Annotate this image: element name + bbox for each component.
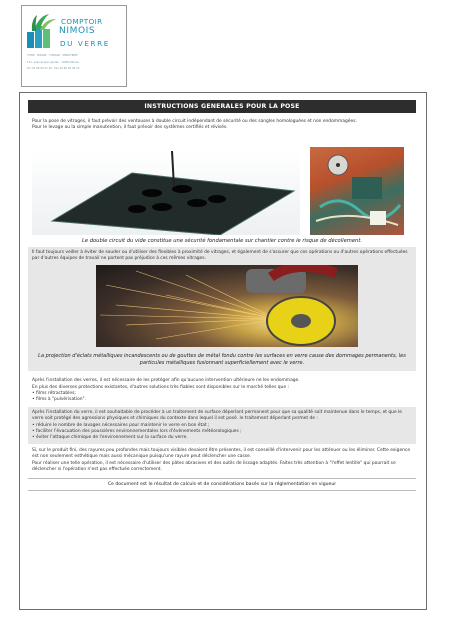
document-frame [19, 92, 427, 610]
angle-grinder-sparks-photo [96, 265, 358, 347]
treatment-bullet-1: • réduire le nombre de lavages nécessaires pour maintenir le verre en bon état ; [32, 422, 210, 428]
logo-contact-phone: Tél. 04 66 84 21 20 · Fax 04 66 84 09 70 [27, 67, 80, 70]
protection-line-1: Après l'installation des verres, il est nécessaire de les protéger afin qu'aucune intervention ultérieure ne les endommage. [32, 378, 300, 384]
protection-section [28, 371, 416, 407]
company-logo [21, 5, 127, 87]
logo-tagline: VITRE · MIROIR · VITRAGE · MIROITERIE [27, 54, 78, 57]
caption-sparks: La projection d'éclats métalliques incandescents ou de gouttes de métal fondu contre les surfaces en verre cause des dommages permanents, les particules métalliques fusionnant superficiellement avec le verre. [28, 349, 416, 371]
intro-paragraph-1: Pour la pose de vitrages, il faut prévoir des ventouses à double circuit indépendant de sécurité ou des sangles homologuées et non endommagées. [32, 119, 357, 124]
logo-text-nimois: NIMOIS [59, 26, 96, 36]
document-body [28, 100, 416, 491]
protection-bullet-2: • films à "pulvérisation". [32, 397, 86, 403]
logo-text-comptoir: COMPTOIR [61, 17, 103, 26]
scratches-paragraph-1: Si, sur le produit fini, des rayures peu profondes mais toujours visibles devaient être présentes, il est conseillé d'intervenir pour les atténuer ou les éliminer. Cette exigence est non seulement esthétique mais aussi mécanique puisqu'une rayure peut déclencher une casse. [32, 448, 411, 460]
protection-line-2: En plus des diverses protections existantes, d'autres solutions très fiables sont disponibles sur le marché telles que : [32, 384, 289, 390]
logo-text-du-verre: DU VERRE [60, 39, 110, 48]
welding-warning-section [28, 247, 416, 349]
grinder-sparks-icon [96, 265, 358, 347]
scratches-paragraph-2: Pour réaliser une telle opération, il est nécessaire d'utiliser des pâtes abrasives et des outils de lissage adaptés. Faites très attention à "l'effet lentille" qui pourrait se déclencher si l'opération n'est pas effectuée correctement. [32, 460, 396, 472]
protection-bullet-1: • films rétractables; [32, 390, 76, 396]
logo-contact-address: 131, avenue Jean-Jaurès – 30900 Nîmes [27, 61, 79, 64]
glass-pane-with-suction-cups-icon [32, 151, 300, 235]
scratches-section [28, 444, 416, 476]
document-header: INSTRUCTIONS GENERALES POUR LA POSE [28, 100, 416, 113]
treatment-section [28, 407, 416, 444]
treatment-bullet-2: • faciliter l'évacuation des poussières environnementales lors d'évènements météorologiques ; [32, 428, 242, 434]
caption-vacuum: Le double circuit du vide constitue une sécurité fondamentale sur chantier contre le risque de décollement. [28, 235, 416, 247]
warning-flexibles-text: Il faut toujours veiller à éviter de souder ou d'utiliser des flexibles à proximité de vitrages, et également de s'assurer que ces opérations ou d'autres opérations effectuées par d'autres équipes de travail ne portent pas préjudice à ces mêmes vitrages. [32, 250, 408, 262]
document-footer: Ce document est le résultat de calculs et de considérations basés sur la réglementation en vigueur [28, 478, 416, 491]
logo-mark-icon [25, 10, 59, 50]
vacuum-circuit-photo [310, 147, 404, 235]
intro-section [28, 113, 416, 147]
vacuum-photos [28, 147, 416, 235]
treatment-text: Après l'installation du verre, il est souhaitable de procéder à un traitement de surface déperlant permanent pour que sa qualité soit maintenue dans le temps, et que le verre soit protégé des agressions physiques et chimiques du contexte dans lequel il est posé. le traitement déperlant permet de : [32, 410, 402, 422]
vacuum-lifter-photo [32, 151, 300, 235]
intro-paragraph-2: Pour le levage ou la simple manutention, il faut prévoir des systèmes certifiés et révisés. [32, 125, 228, 131]
treatment-bullet-3: • éviter l'attaque chimique de l'environnement sur la surface du verre. [32, 435, 188, 441]
vacuum-gauge-equipment-icon [310, 147, 404, 235]
